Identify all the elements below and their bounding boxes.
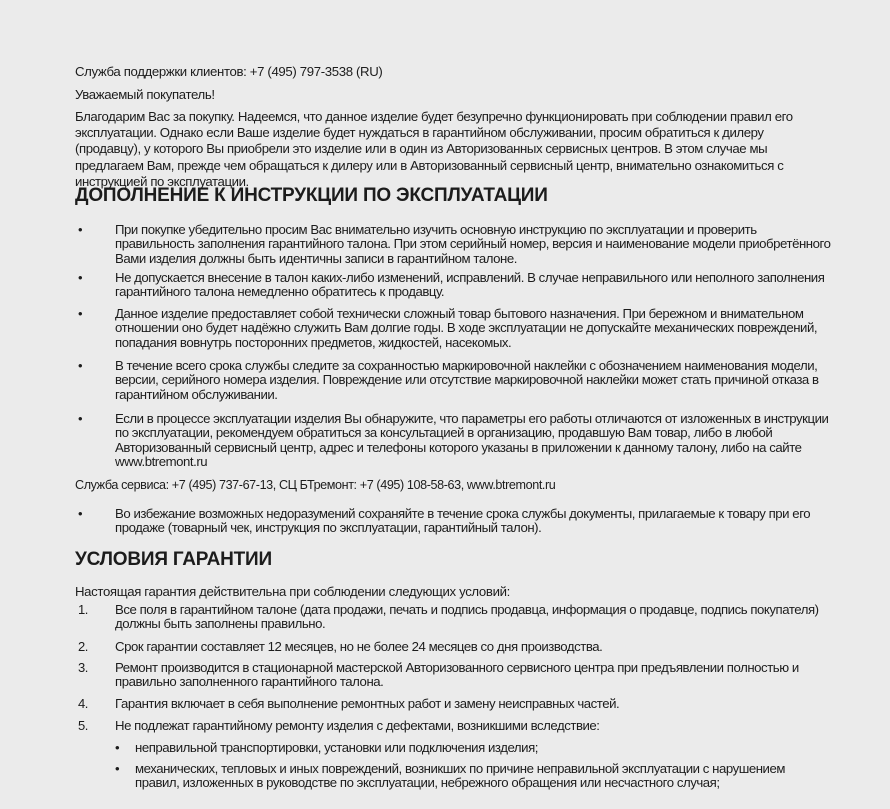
bullet-icon: • (78, 358, 83, 373)
section-title-warranty: УСЛОВИЯ ГАРАНТИИ (75, 549, 272, 570)
bullet-icon: • (78, 306, 83, 321)
intro-paragraph: Благодарим Вас за покупку. Надеемся, что данное изделие будет безупречно функционировать при соблюдении правил его эксплуатации. Однако если Ваше изделие будет нуждаться в гарантийном обслуживании, просим обратиться к дилеру (продавцу), у которого Вы приобрели это изделие или в один из Авторизованных сервисных центров. В этом случае мы предлагаем Вам, прежде чем обращаться к дилеру или в Авторизованный сервисный центр, внимательно ознакомиться с инструкцией по эксплуатации. (75, 109, 793, 189)
item-number: 3. (78, 660, 88, 675)
bullet-icon: • (78, 270, 83, 285)
bullet-icon: • (78, 222, 83, 237)
bullet-icon: • (78, 411, 83, 426)
bullet-icon: • (115, 761, 120, 776)
item-number: 1. (78, 602, 88, 617)
item-number: 2. (78, 639, 88, 654)
service-contact-line: Служба сервиса: +7 (495) 737-67-13, СЦ БТремонт: +7 (495) 108-58-63, www.btremont.ru (75, 478, 556, 492)
greeting: Уважаемый покупатель! (75, 87, 215, 102)
support-line: Служба поддержки клиентов: +7 (495) 797-3538 (RU) (75, 64, 383, 79)
bullet-icon: • (115, 740, 120, 755)
item-number: 4. (78, 696, 88, 711)
warranty-intro: Настоящая гарантия действительна при соблюдении следующих условий: (75, 584, 510, 599)
item-number: 5. (78, 718, 88, 733)
bullet-icon: • (78, 506, 83, 521)
section-title-instructions: ДОПОЛНЕНИЕ К ИНСТРУКЦИИ ПО ЭКСПЛУАТАЦИИ (75, 185, 548, 206)
warranty-document-page: Служба поддержки клиентов: +7 (495) 797-3538 (RU) Уважаемый покупатель! Благодарим Вас за покупку. Надеемся, что данное изделие будет безупречно функционировать при соблюдении правил его эксплуатации. Однако если Ваше изделие будет нуждаться в гарантийном обслуживании, просим обратиться к дилеру (продавцу), у которого Вы приобрели это изделие или в один из Авторизованных сервисных центров. В этом случае мы предлагаем Вам, прежде чем обращаться к дилеру или в Авторизованный сервисный центр, внимательно ознакомиться с инструкцией по эксплуатации. ДОПОЛНЕНИЕ К ИНСТРУКЦИИ ПО ЭКСПЛУАТАЦИИ • При покупке убедительно просим Вас внимательно изучить основную инструкцию по эксплуатации и проверить правильность заполнения гарантийного талона. При этом серийный номер, версия и наименование модели приобретённого Вами изделия должны быть идентичны записи в гарантийном талоне. • Не допускается внесение в талон каких-либо изменений, исправлений. В случае неправильного или неполного заполнения гарантийного талона немедленно обратитесь к продавцу. • Данное изделие предоставляет собой технически сложный товар бытового назначения. При бережном и внимательном отношении оно будет надёжно служить Вам долгие годы. В ходе эксплуатации не допускайте механических повреждений, попадания вовнутрь посторонних предметов, жидкостей, насекомых. • В течение всего срока службы следите за сохранностью маркировочной наклейки с обозначением наименования модели, версии, серийного номера изделия. Повреждение или отсутствие маркировочной наклейки может стать причиной отказа в гарантийном обслуживании. • Если в процессе эксплуатации изделия Вы обнаружите, что параметры его работы отличаются от изложенных в инструкции по эксплуатации, рекомендуем обратиться за консультацией в организацию, продавшую Вам товар, либо в любой Авторизованный сервисный центр, адрес и телефоны которого указаны в приложении к данному талону, либо на сайте www.btremont.ru Служба сервиса: +7 (495) 737-67-13, СЦ БТремонт: +7 (495) 108-58-63, www.btremont.ru • Во избежание возможных недоразумений сохраняйте в течение срока службы документы, прилагаемые к товару при его продаже (товарный чек, инструкция по эксплуатации, гарантийный талон). УСЛОВИЯ ГАРАНТИИ Настоящая гарантия действительна при соблюдении следующих условий: 1. Все поля в гарантийном талоне (дата продажи, печать и подпись продавца, информация о продавце, подпись покупателя) должны быть заполнены правильно. 2. Срок гарантии составляет 12 месяцев, но не более 24 месяцев со дня производства. 3. Ремонт производится в стационарной мастерской Авторизованного сервисного центра при предъявлении полностью и правильно заполненного гарантийного талона. 4. Гарантия включает в себя выполнение ремонтных работ и замену неисправных частей. 5. Не подлежат гарантийному ремонту изделия с дефектами, возникшими вследствие: • неправильной транспортировки, установки или подключения изделия; • механических, тепловых и иных повреждений, возникших по причине неправильной эксплуатации с нарушением правил, изложенных в руководстве по эксплуатации, небрежного обращения или несчастного случая; (75, 64, 831, 791)
